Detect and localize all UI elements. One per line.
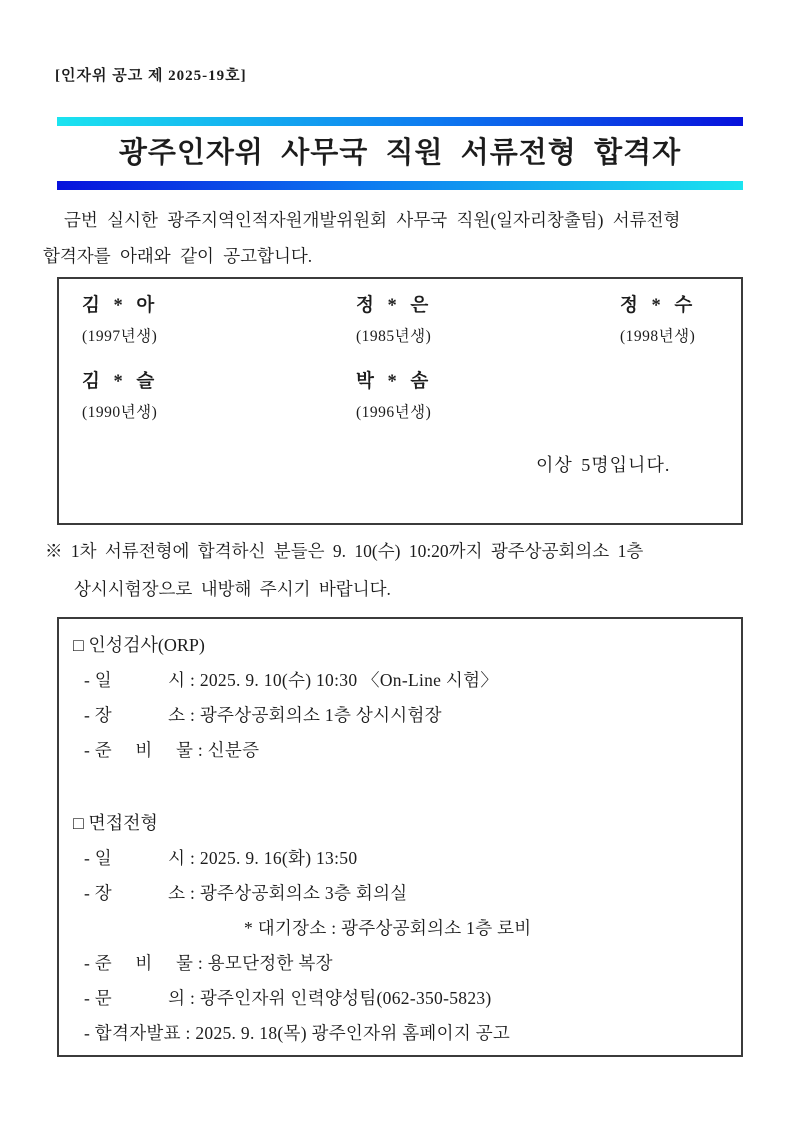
schedule-line-items: - 준 비 물 : 신분증: [84, 740, 260, 760]
pass-entry-name: 정 * 은: [356, 296, 432, 316]
schedule-line-datetime: - 일 시 : 2025. 9. 16(화) 13:50: [84, 848, 358, 868]
pass-entry: [82, 291, 322, 346]
schedule-line-items: - 준 비 물 : 용모단정한 복장: [84, 953, 333, 973]
section-personality-test: [59, 628, 741, 768]
visit-notice-line-2: 상시시험장으로 내방해 주시기 바랍니다.: [74, 579, 391, 599]
schedule-line-result-announcement: - 합격자발표 : 2025. 9. 18(목) 광주인자위 홈페이지 공고: [84, 1023, 511, 1043]
pass-entry-name: 김 * 슬: [82, 372, 158, 392]
total-count-label: 이상 5명입니다.: [536, 455, 671, 475]
notice-number: [인자위 공고 제 2025-19호]: [55, 68, 247, 84]
pass-entry-birth-year: (1985년생): [356, 328, 432, 345]
title-top-gradient-bar: [57, 117, 743, 126]
intro-line-2: 합격자를 아래와 같이 공고합니다.: [43, 246, 313, 266]
schedule-line-waiting-area: * 대기장소 : 광주상공회의소 1층 로비: [244, 918, 532, 938]
schedule-box: [57, 617, 743, 1057]
page-title: 광주인자위 사무국 직원 서류전형 합격자: [118, 137, 682, 169]
section-heading: □ 면접전형: [73, 813, 158, 833]
pass-entry-name: 김 * 아: [82, 296, 158, 316]
intro-paragraph: [43, 202, 757, 274]
pass-entry-name: 정 * 수: [620, 296, 696, 316]
pass-entry: [82, 367, 322, 422]
section-divider-space: [59, 768, 741, 806]
pass-entry-name: 박 * 솜: [356, 372, 432, 392]
visit-notice-line-1: ※ 1차 서류전형에 합격하신 분들은 9. 10(수) 10:20까지 광주상공회의소 1층: [45, 541, 644, 561]
schedule-line-place: - 장 소 : 광주상공회의소 3층 회의실: [84, 883, 408, 903]
pass-list-box: [57, 277, 743, 525]
pass-entry-birth-year: (1998년생): [620, 328, 696, 345]
schedule-line-datetime: - 일 시 : 2025. 9. 10(수) 10:30 〈On-Line 시험〉: [84, 670, 499, 690]
pass-entry: [356, 291, 596, 346]
visit-notice: [45, 532, 757, 608]
intro-line-1: 금번 실시한 광주지역인적자원개발위원회 사무국 직원(일자리창출팀) 서류전형: [64, 210, 681, 230]
section-interview: [59, 806, 741, 1051]
pass-entry-birth-year: (1990년생): [82, 404, 158, 421]
pass-entry-birth-year: (1996년생): [356, 404, 432, 421]
pass-entry: [620, 291, 740, 346]
pass-entry-birth-year: (1997년생): [82, 328, 158, 345]
title-bottom-gradient-bar: [57, 181, 743, 190]
pass-entry: [356, 367, 596, 422]
schedule-line-place: - 장 소 : 광주상공회의소 1층 상시시험장: [84, 705, 442, 725]
section-heading: □ 인성검사(ORP): [73, 635, 205, 655]
schedule-line-contact: - 문 의 : 광주인자위 인력양성팀(062-350-5823): [84, 988, 492, 1008]
